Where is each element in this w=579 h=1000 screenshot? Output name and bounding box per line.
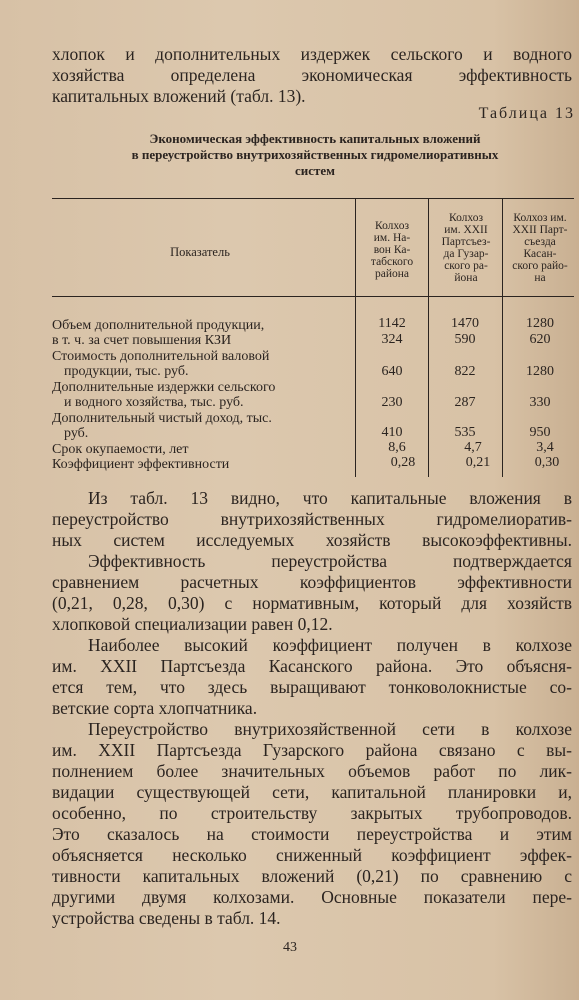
- row-label: Объем дополнительной продукции,: [52, 318, 265, 333]
- table-cell: 324: [381, 332, 403, 347]
- text-line: хозяйства определена экономическая эффективность: [52, 65, 572, 85]
- row-label: Срок окупаемости, лет: [52, 442, 189, 457]
- table-cell: 1470: [451, 316, 479, 331]
- header-col-2: Колхоз им. XXII Партсъез- да Гузар- ского ра- йона: [441, 212, 491, 284]
- text-line: устройства сведены в табл. 14.: [52, 908, 281, 928]
- intro-paragraph: [52, 44, 572, 107]
- row-label: продукции, тыс. руб.: [64, 364, 189, 379]
- header-col-3: Колхоз им. XXII Парт- съезда Касан- ского райо- на: [512, 212, 568, 284]
- row-label: Дополнительный чистый доход, тыс.: [52, 411, 272, 426]
- text-line: объясняется несколько сниженный коэффициент эффек-: [52, 845, 572, 865]
- text-line: переустройство внутрихозяйственных гидромелиоратив-: [52, 509, 572, 529]
- table-cell: 1280: [526, 316, 554, 331]
- text-line: (0,21, 0,28, 0,30) с нормативным, который для хозяйств: [52, 593, 572, 613]
- text-line: им. XXII Партсъезда Гузарского района связано с вы-: [52, 740, 572, 760]
- text-line: им. XXII Партсъезда Касанского района. Это объясня-: [52, 656, 572, 676]
- page-number: 43: [283, 940, 297, 955]
- header-col-1: Колхоз им. На- вон Ка- табского района: [370, 220, 414, 280]
- text-line: тивности капитальных вложений (0,21) по сравнению с: [52, 866, 572, 886]
- caption-line: систем: [294, 163, 336, 178]
- table-header-rule: [52, 296, 574, 297]
- table-cell: 535: [454, 425, 476, 440]
- text-line: видации существующей сети, капитальной планировки и,: [52, 782, 572, 802]
- table-cell: 1280: [526, 364, 554, 379]
- table-cell: 287: [454, 395, 476, 410]
- table-cell: 3,4: [536, 440, 554, 455]
- table-cell: 330: [529, 395, 551, 410]
- table-cell: 640: [381, 364, 403, 379]
- paragraph: [52, 488, 572, 551]
- header-indicator: Показатель: [170, 245, 230, 259]
- row-label: руб.: [64, 426, 89, 441]
- table-cell: 822: [454, 364, 476, 379]
- table-cell: 0,30: [534, 455, 560, 470]
- text-line: особенно, по строительству закрытых трубопроводов.: [52, 803, 572, 823]
- column-divider: [355, 199, 356, 477]
- text-line: Это сказалось на стоимости переустройства и этим: [52, 824, 572, 844]
- text-line: Переустройство внутрихозяйственной сети в колхозе: [88, 719, 572, 739]
- text-line: хлопковой специализации равен 0,12.: [52, 614, 333, 634]
- table-cell: 4,7: [464, 440, 482, 455]
- text-line: другими двумя колхозами. Основные показатели пере-: [52, 887, 572, 907]
- paragraph: [52, 551, 572, 635]
- table-top-rule: [52, 198, 574, 199]
- table-cell: 410: [381, 425, 403, 440]
- table-cell: 0,28: [390, 455, 416, 470]
- paragraph: [52, 719, 572, 929]
- table-number-label: Таблица 13: [478, 105, 575, 122]
- table-cell: 590: [454, 332, 476, 347]
- table-cell: 0,21: [465, 455, 491, 470]
- table-cell: 230: [381, 395, 403, 410]
- column-divider: [428, 199, 429, 477]
- text-line: Эффективность переустройства подтверждается: [88, 551, 572, 571]
- table-cell: 950: [529, 425, 551, 440]
- row-label: Стоимость дополнительной валовой: [52, 349, 270, 364]
- paragraph: [52, 635, 572, 719]
- text-line: Наиболее высокий коэффициент получен в колхозе: [88, 635, 572, 655]
- table-cell: 620: [529, 332, 551, 347]
- text-line: полнением более значительных объемов работ по лик-: [52, 761, 572, 781]
- row-label: в т. ч. за счет повышения КЗИ: [52, 333, 232, 348]
- text-line: сравнением расчетных коэффициентов эффективности: [52, 572, 572, 592]
- text-line: ется тем, что здесь выращивают тонковолокнистые со-: [52, 677, 572, 697]
- text-line: ных систем исследуемых хозяйств высокоэффективны.: [52, 530, 572, 550]
- text-line: ветские сорта хлопчатника.: [52, 698, 258, 718]
- text-line: капитальных вложений (табл. 13).: [52, 86, 306, 106]
- caption-line: Экономическая эффективность капитальных вложений: [149, 131, 481, 146]
- text-line: Из табл. 13 видно, что капитальные вложения в: [88, 488, 572, 508]
- row-label: Коэффициент эффективности: [52, 457, 230, 472]
- row-label: Дополнительные издержки сельского: [52, 380, 276, 395]
- table-caption: [60, 131, 570, 179]
- caption-line: в переустройство внутрихозяйственных гидромелиоративных: [131, 147, 499, 162]
- text-line: хлопок и дополнительных издержек сельского и водного: [52, 44, 572, 64]
- table-cell: 1142: [378, 316, 406, 331]
- row-label: и водного хозяйства, тыс. руб.: [64, 395, 244, 410]
- table-cell: 8,6: [388, 440, 406, 455]
